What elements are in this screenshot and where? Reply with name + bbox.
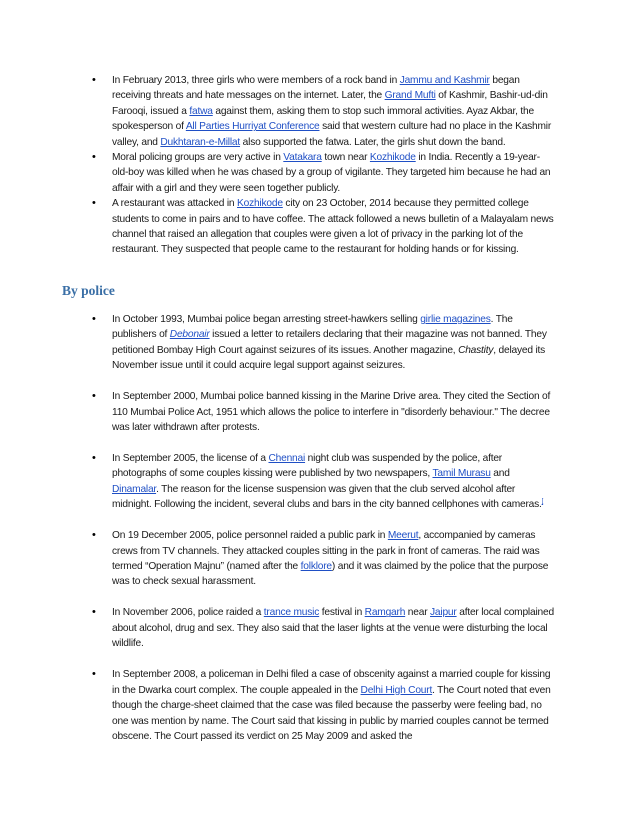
list-item: • Moral policing groups are very active in Vatakara town near Kozhikode in India. Recently a 19-year-old-boy was killed when he was chased by a group of vigilante. They targeted him because he had an affair with a girl and they were seen together publicly. xyxy=(0,150,638,196)
list-item: • In September 2008, a policeman in Delhi filed a case of obscenity against a married couple for kissing in the Dwarka court complex. The couple appealed in the Delhi High Court. The Court noted that even though the charge-sheet claimed that the case was filed because the passerby were feeling bad, no one was mention by name. The Court said that kissing in public by married couples cannot be termed obscene. The Court passed its verdict on 25 May 2009 and asked the xyxy=(0,667,638,744)
link-meerut[interactable]: Meerut xyxy=(387,530,419,542)
link-chennai[interactable]: Chennai xyxy=(268,453,306,465)
link-trance-music[interactable]: trance music xyxy=(263,607,320,619)
link-tamil-murasu[interactable]: Tamil Murasu xyxy=(432,468,491,480)
link-debonair[interactable]: Debonair xyxy=(169,329,210,341)
list-item: • In February 2013, three girls who were members of a rock band in Jammu and Kashmir began receiving threats and hate messages on the internet. Later, the Grand Mufti of Kashmir, Bashir-ud-din Farooqi, issued a fatwa against them, asking them to stop such immoral activities. Ayaz Akbar, the spokesperson of All Parties Hurriyat Conference said that western culture had no place in the Kashmir valley, and Dukhtaran-e-Millat also supported the fatwa. Later, the girls shut down the band. xyxy=(0,73,638,150)
link-dinamalar[interactable]: Dinamalar xyxy=(112,483,157,495)
link-kozhikode[interactable]: Kozhikode xyxy=(369,152,416,164)
link-folklore[interactable]: folklore xyxy=(300,561,332,573)
link-kozhikode-city[interactable]: Kozhikode xyxy=(237,198,283,210)
magazine-title-chastity: Chastity xyxy=(458,344,494,356)
link-jammu-and-kashmir[interactable]: Jammu and Kashmir xyxy=(399,75,490,86)
section-heading-by-police: By police xyxy=(62,283,115,298)
link-girlie-magazines[interactable]: girlie magazines xyxy=(420,314,491,325)
list-item: • A restaurant was attacked in Kozhikode city on 23 October, 2014 because they permitted college students to come in pairs and to have coffee. The attack followed a news bulletin of a Malayalam news channel that raised an allegation that couples were given a lot of privacy in the parking lot of the restaurant. They suspected that people came to the restaurant for holding hands or for kissing. xyxy=(0,196,638,258)
link-grand-mufti[interactable]: Grand Mufti xyxy=(384,90,436,102)
list-item: • In September 2005, the license of a Chennai night club was suspended by the police, after photographs of some couples kissing were published by two newspapers, Tamil Murasu and Dinamalar. The reason for the license suspension was given that the club served alcohol after midnight. Following the incident, several clubs and bars in the city banned cellphones with cameras.[ xyxy=(0,451,638,513)
link-dukhtaran-e-millat[interactable]: Dukhtaran-e-Millat xyxy=(160,136,241,148)
citation-link[interactable]: [ xyxy=(541,498,544,505)
vigilante-incidents-list xyxy=(0,73,638,258)
link-delhi-high-court[interactable]: Delhi High Court xyxy=(360,684,433,696)
link-ramgarh[interactable]: Ramgarh xyxy=(364,607,406,619)
list-item: • In September 2000, Mumbai police banned kissing in the Marine Drive area. They cited the Section of 110 Mumbai Police Act, 1951 which allows the police to interfere in "disorderly behaviour." The decree was later withdrawn after protests. xyxy=(0,389,638,435)
list-item: • In October 1993, Mumbai police began arresting street-hawkers selling girlie magazines. The publishers of Debonair issued a letter to retailers declaring that their magazine was not banned. They petitioned Bombay High Court against seizures of its issues. Another magazine, Chastity, delayed its November issue until it could acquire legal support against seizures. xyxy=(0,312,638,374)
link-jaipur[interactable]: Jaipur xyxy=(430,607,457,619)
list-item: • In November 2006, police raided a trance music festival in Ramgarh near Jaipur after local complained about alcohol, drug and sex. They also said that the laser lights at the venue were disturbing the local wildlife. xyxy=(0,605,638,651)
link-all-parties-hurriyat-conference[interactable]: All Parties Hurriyat Conference xyxy=(185,121,320,133)
list-item: • On 19 December 2005, police personnel raided a public park in Meerut, accompanied by cameras crews from TV channels. They attacked couples sitting in the park in front of cameras. The raid was termed “Operation Majnu” (named after the folklore) and it was claimed by the police that the purpose was to check sexual harassment. xyxy=(0,528,638,590)
link-vatakara[interactable]: Vatakara xyxy=(283,152,322,164)
link-fatwa[interactable]: fatwa xyxy=(189,105,213,117)
police-incidents-list xyxy=(0,312,638,760)
